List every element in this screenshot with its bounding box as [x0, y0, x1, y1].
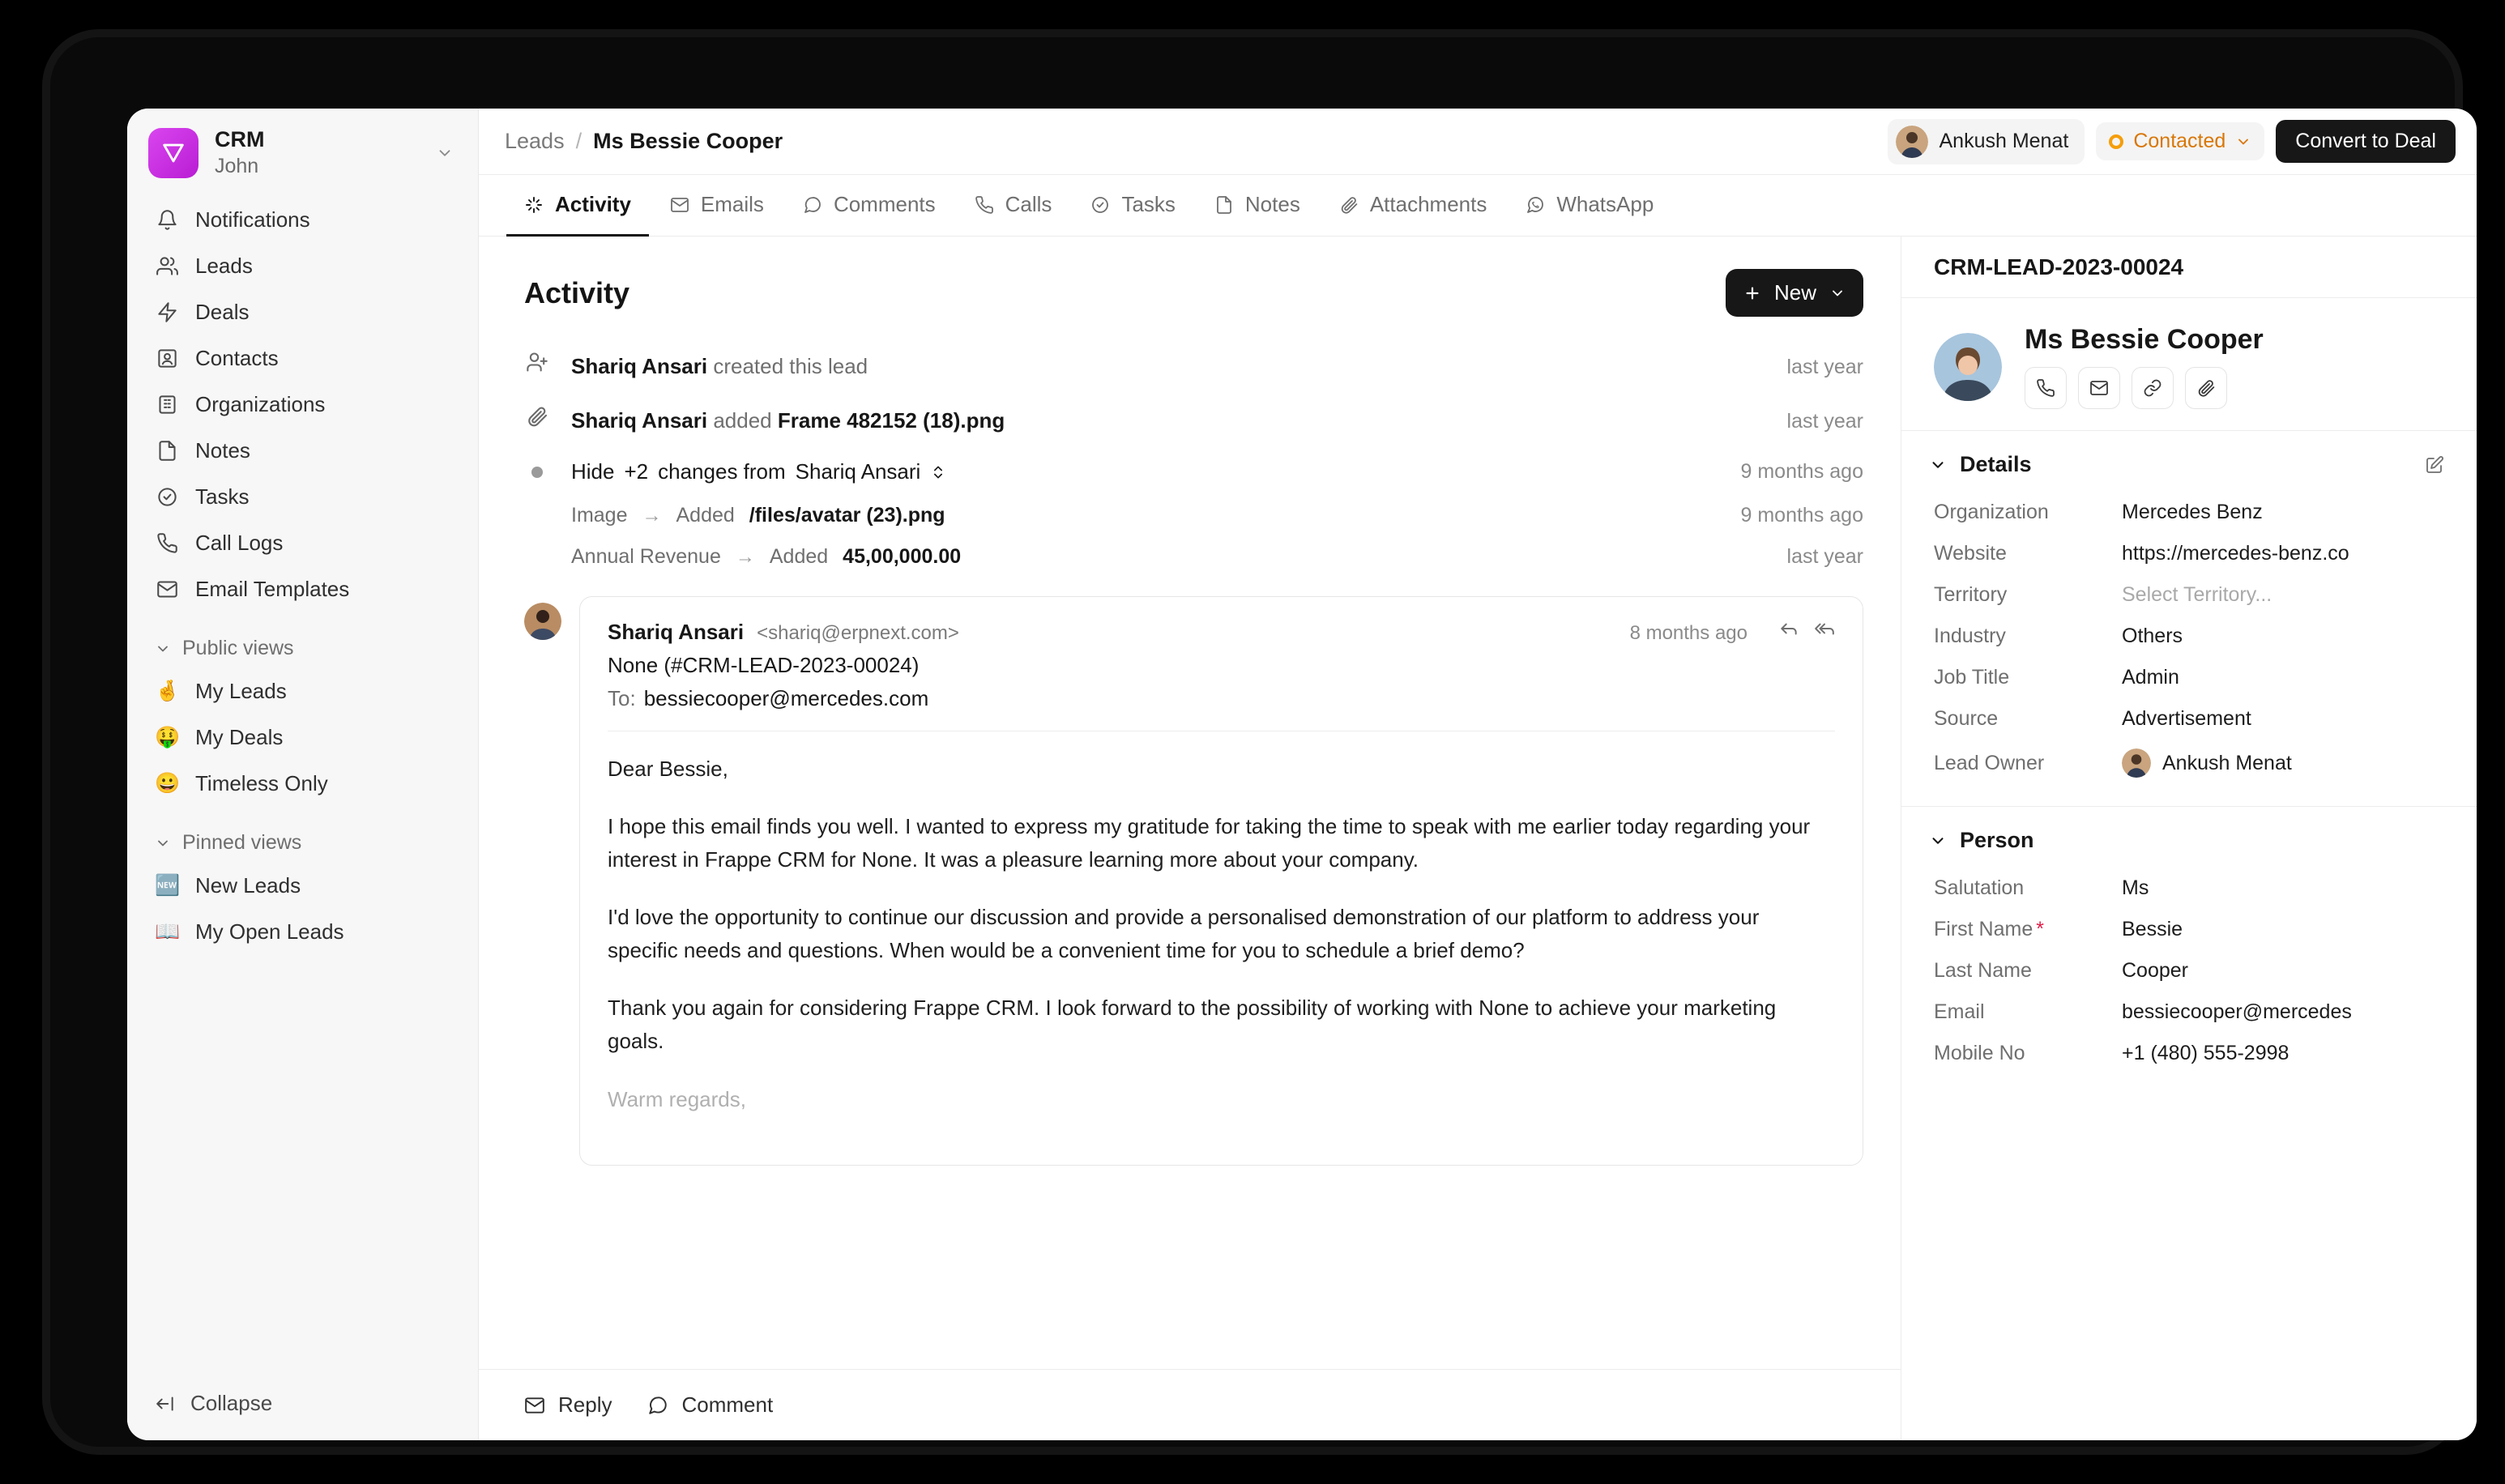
hide-actor: Shariq Ansari — [795, 459, 921, 484]
status-dot-icon — [2109, 134, 2123, 149]
field-job-title[interactable] — [1901, 657, 2477, 698]
hand-emoji-icon: 🤞 — [155, 680, 181, 702]
sidebar-item-label: Email Templates — [195, 577, 350, 601]
change-action: Added — [676, 504, 735, 527]
activity-actor: Shariq Ansari — [571, 354, 708, 378]
field-email[interactable] — [1901, 991, 2477, 1033]
change-value: /files/avatar (23).png — [749, 504, 945, 527]
email-time: 8 months ago — [1629, 622, 1748, 644]
field-label: Territory — [1934, 583, 2008, 606]
sidebar-item-deals[interactable] — [143, 289, 462, 335]
sidebar-item-leads[interactable] — [143, 243, 462, 289]
collapse-label: Collapse — [190, 1391, 273, 1415]
comment-button[interactable] — [647, 1392, 773, 1418]
change-time: last year — [1786, 545, 1863, 568]
sidebar-item-label: Call Logs — [195, 531, 284, 555]
collapse-arrow-icon — [155, 1393, 176, 1414]
email-actions — [1778, 618, 1835, 639]
section-person-header[interactable] — [1901, 807, 2477, 868]
field-label: First Name * — [1934, 918, 2044, 940]
breadcrumb-separator: / — [575, 129, 583, 153]
sidebar-item-my-open-leads[interactable] — [143, 909, 462, 955]
section-label: Public views — [182, 637, 294, 659]
field-label: Job Title — [1934, 666, 2010, 689]
sidebar-item-email-templates[interactable] — [143, 566, 462, 612]
field-value: Others — [2122, 625, 2183, 647]
comment-icon — [647, 1395, 668, 1416]
chevron-down-icon — [1829, 285, 1846, 301]
sidebar-item-label: Organizations — [195, 392, 326, 416]
link-icon[interactable] — [2132, 367, 2174, 409]
person-summary — [1901, 298, 2477, 431]
tab-label: Attachments — [1369, 192, 1487, 216]
field-value: Select Territory... — [2122, 583, 2272, 606]
change-value: 45,00,000.00 — [843, 545, 962, 568]
field-first-name[interactable] — [1901, 909, 2477, 950]
convert-to-deal-button[interactable]: Convert to Deal — [2276, 120, 2456, 163]
tab-label: Activity — [555, 192, 631, 216]
field-value: +1 (480) 555-2998 — [2122, 1042, 2289, 1064]
field-lead-owner[interactable] — [1901, 740, 2477, 787]
email-icon[interactable] — [2078, 367, 2120, 409]
field-last-name[interactable] — [1901, 950, 2477, 991]
email-sender-address: <shariq@erpnext.com> — [757, 622, 959, 644]
sidebar-item-my-deals[interactable] — [143, 714, 462, 761]
app-screen — [127, 109, 2477, 1440]
contacts-icon — [155, 347, 179, 371]
phone-icon — [155, 531, 179, 556]
sidebar-item-tasks[interactable] — [143, 474, 462, 520]
page-title: Activity — [524, 275, 630, 309]
phone-icon[interactable] — [2025, 367, 2067, 409]
sidebar-item-notifications[interactable] — [143, 197, 462, 243]
avatar — [2122, 748, 2151, 778]
hide-count: +2 — [624, 459, 649, 484]
user-plus-icon — [524, 351, 550, 373]
new-activity-label: New — [1773, 280, 1816, 305]
arrow-right-icon: → — [642, 505, 662, 527]
tab-calls[interactable] — [957, 175, 1070, 237]
required-marker: * — [2036, 918, 2044, 940]
email-paragraph: I hope this email finds you well. I wanted to express my gratitude for taking the time to speak with me earlier today regarding your interest in Frappe CRM for None. It was a pleasure learning more about your company. — [608, 814, 1811, 872]
phone-icon — [975, 195, 994, 215]
chevron-down-icon — [2235, 134, 2251, 150]
field-label: Website — [1934, 542, 2007, 565]
note-icon — [1214, 195, 1234, 215]
change-action: Added — [769, 545, 829, 568]
email-content — [608, 753, 1835, 1116]
field-website[interactable] — [1901, 533, 2477, 574]
email-paragraph: Thank you again for considering Frappe CRM. I look forward to the possibility of working with None to achieve your marketing goals. — [608, 996, 1777, 1054]
email-sender: Shariq Ansari — [608, 620, 745, 644]
content-wrapper — [479, 237, 2477, 1440]
tab-comments[interactable] — [785, 175, 954, 237]
activity-pane — [479, 237, 1901, 1440]
field-label: Organization — [1934, 501, 2049, 523]
edit-icon[interactable] — [2425, 455, 2444, 475]
sidebar-item-new-leads[interactable] — [143, 863, 462, 909]
section-title: Person — [1960, 828, 2034, 852]
sidebar-item-label: Leads — [195, 254, 253, 278]
field-value: https://mercedes-benz.co — [2122, 542, 2349, 565]
tab-label: Emails — [700, 192, 764, 216]
sidebar-item-label: Deals — [195, 300, 250, 324]
comment-label: Comment — [681, 1392, 774, 1417]
field-value: Admin — [2122, 666, 2179, 689]
change-field: Annual Revenue — [571, 545, 721, 568]
chevron-down-icon — [1929, 832, 1947, 850]
leads-icon — [155, 254, 179, 279]
activity-time: last year — [1786, 356, 1863, 378]
section-title: Details — [1960, 452, 2032, 476]
field-territory[interactable] — [1901, 574, 2477, 616]
field-value-wrapper — [2122, 748, 2292, 778]
attachment-icon — [524, 405, 550, 428]
new-activity-button[interactable] — [1726, 269, 1863, 317]
sidebar-item-notes[interactable] — [143, 428, 462, 474]
sidebar-item-label: Contacts — [195, 346, 279, 370]
activity-scroll-region[interactable] — [479, 237, 1901, 1369]
tab-label: Tasks — [1121, 192, 1176, 216]
email-paragraph: I'd love the opportunity to continue our discussion and provide a personalised demonstration of our platform to address your specific needs and questions. When would be a convenient time for you to schedule a brief demo? — [608, 905, 1760, 963]
tab-activity[interactable] — [506, 175, 649, 237]
status-badge[interactable] — [2096, 122, 2264, 160]
sidebar-item-label: Tasks — [195, 484, 250, 509]
field-label: Source — [1934, 707, 1999, 730]
person-name: Ms Bessie Cooper — [2025, 324, 2264, 355]
field-label: Last Name — [1934, 959, 2032, 982]
collapse-sidebar-button[interactable] — [127, 1371, 478, 1440]
field-value: Ankush Menat — [2162, 751, 2292, 774]
quick-action-row — [2025, 367, 2264, 409]
breadcrumb-leads[interactable]: Leads — [505, 129, 565, 153]
crm-logo-icon — [148, 128, 198, 178]
tab-whatsapp[interactable] — [1508, 175, 1671, 237]
field-label: Lead Owner — [1934, 751, 2045, 774]
sidebar-item-my-leads[interactable] — [143, 668, 462, 714]
email-activity-card — [524, 596, 1863, 1166]
hide-changes-time: 9 months ago — [1740, 460, 1863, 483]
reply-label: Reply — [558, 1392, 612, 1417]
chevron-down-icon — [155, 835, 171, 851]
activity-header — [524, 269, 1863, 317]
new-emoji-icon: 🆕 — [155, 874, 181, 897]
notes-icon — [155, 439, 179, 463]
tab-label: WhatsApp — [1556, 192, 1654, 216]
tab-emails[interactable] — [652, 175, 782, 237]
tab-label: Notes — [1244, 192, 1300, 216]
activity-entry — [524, 351, 1863, 379]
topbar — [479, 109, 2477, 175]
sidebar-section-pinned-views[interactable] — [143, 820, 462, 863]
sidebar-item-label: My Open Leads — [195, 919, 344, 944]
change-row — [571, 545, 1863, 569]
email-header — [608, 618, 1835, 645]
activity-action: created this lead — [713, 354, 868, 378]
hide-prefix: Hide — [571, 459, 615, 484]
section-details-header[interactable] — [1901, 431, 2477, 492]
brand-title: CRM — [215, 127, 265, 151]
status-label: Contacted — [2133, 130, 2226, 152]
change-time: 9 months ago — [1740, 504, 1863, 527]
field-label: Email — [1934, 1000, 1985, 1023]
tab-tasks[interactable] — [1073, 175, 1193, 237]
mail-icon — [155, 578, 179, 602]
hide-middle: changes from — [658, 459, 786, 484]
sidebar-item-label: New Leads — [195, 873, 301, 898]
field-industry[interactable] — [1901, 616, 2477, 657]
lead-owner-name: Ankush Menat — [1939, 130, 2069, 152]
attachment-icon — [1339, 195, 1359, 215]
tab-label: Calls — [1005, 192, 1052, 216]
reply-icon[interactable] — [1778, 618, 1799, 639]
email-to-value: bessiecooper@mercedes.com — [643, 686, 929, 710]
whatsapp-icon — [1526, 195, 1545, 215]
email-to-label: To: — [608, 686, 636, 710]
smile-emoji-icon: 😀 — [155, 772, 181, 795]
details-panel — [1901, 237, 2477, 1440]
bell-icon — [155, 208, 179, 232]
sort-chevrons-icon — [930, 464, 946, 480]
field-salutation[interactable] — [1901, 868, 2477, 909]
tab-notes[interactable] — [1197, 175, 1318, 237]
field-value: Bessie — [2122, 918, 2183, 940]
sidebar-item-label: Notifications — [195, 207, 310, 232]
device-frame — [50, 37, 2455, 1447]
comment-icon — [803, 195, 822, 215]
field-value: Cooper — [2122, 959, 2188, 982]
hide-changes-toggle[interactable] — [571, 459, 946, 484]
brand-switcher[interactable] — [127, 109, 478, 194]
activity-subject: Frame 482152 (18).png — [777, 408, 1005, 433]
section-label: Pinned views — [182, 831, 302, 854]
main-area — [479, 109, 2477, 1440]
breadcrumb-current[interactable]: Ms Bessie Cooper — [593, 129, 783, 153]
sidebar-item-call-logs[interactable] — [143, 520, 462, 566]
tasks-icon — [155, 485, 179, 510]
activity-composer-bar — [479, 1369, 1901, 1440]
activity-icon — [524, 195, 544, 215]
field-value: Ms — [2122, 876, 2149, 899]
email-icon — [670, 195, 689, 215]
field-source[interactable] — [1901, 698, 2477, 740]
tab-label: Comments — [833, 192, 936, 216]
sidebar-item-timeless-only[interactable] — [143, 761, 462, 807]
task-icon — [1090, 195, 1110, 215]
change-field: Image — [571, 504, 628, 527]
field-value: Advertisement — [2122, 707, 2251, 730]
deals-icon — [155, 301, 179, 325]
email-body-card — [579, 596, 1863, 1166]
record-id: CRM-LEAD-2023-00024 — [1901, 237, 2477, 298]
email-subject: None (#CRM-LEAD-2023-00024) — [608, 653, 920, 677]
field-label: Mobile No — [1934, 1042, 2025, 1064]
field-value: bessiecooper@mercedes — [2122, 1000, 2352, 1023]
sidebar-item-label: Timeless Only — [195, 771, 328, 795]
attachment-icon[interactable] — [2185, 367, 2227, 409]
arrow-right-icon: → — [735, 546, 755, 568]
email-paragraph: Dear Bessie, — [608, 757, 728, 781]
activity-actor: Shariq Ansari — [571, 408, 708, 433]
email-recipient-row — [608, 686, 1835, 711]
activity-entry — [524, 405, 1863, 433]
field-label: Industry — [1934, 625, 2006, 647]
chevron-down-icon[interactable] — [436, 144, 459, 162]
activity-action: added — [713, 408, 772, 433]
organizations-icon — [155, 393, 179, 417]
timeline-dot-icon — [524, 467, 550, 478]
sidebar-item-label: My Leads — [195, 679, 287, 703]
sidebar-item-label: My Deals — [195, 725, 284, 749]
sidebar-section-public-views[interactable] — [143, 625, 462, 668]
sidebar-item-organizations[interactable] — [143, 382, 462, 428]
change-row — [571, 504, 1863, 527]
email-icon — [524, 1395, 545, 1416]
sidebar-nav — [127, 194, 478, 955]
book-emoji-icon: 📖 — [155, 920, 181, 943]
plus-icon — [1743, 284, 1761, 302]
field-mobile-no[interactable] — [1901, 1033, 2477, 1074]
avatar — [1896, 126, 1928, 158]
field-value: Mercedes Benz — [2122, 501, 2263, 523]
sidebar — [127, 109, 479, 1440]
activity-time: last year — [1786, 410, 1863, 433]
reply-button[interactable] — [524, 1392, 612, 1418]
money-face-emoji-icon: 🤑 — [155, 726, 181, 748]
chevron-down-icon — [155, 641, 171, 657]
avatar[interactable] — [1934, 333, 2002, 401]
chevron-down-icon — [1929, 456, 1947, 474]
sidebar-item-contacts[interactable] — [143, 335, 462, 382]
field-label: Salutation — [1934, 876, 2025, 899]
reply-all-icon[interactable] — [1814, 618, 1835, 639]
field-organization[interactable] — [1901, 492, 2477, 533]
tab-bar — [479, 175, 2477, 237]
avatar — [524, 603, 561, 640]
sidebar-item-label: Notes — [195, 438, 250, 463]
tab-attachments[interactable] — [1321, 175, 1505, 237]
email-paragraph: Warm regards, — [608, 1086, 746, 1111]
hide-changes-row[interactable] — [524, 459, 1863, 484]
lead-owner-chip[interactable] — [1888, 119, 2085, 164]
brand-username: John — [215, 154, 259, 177]
